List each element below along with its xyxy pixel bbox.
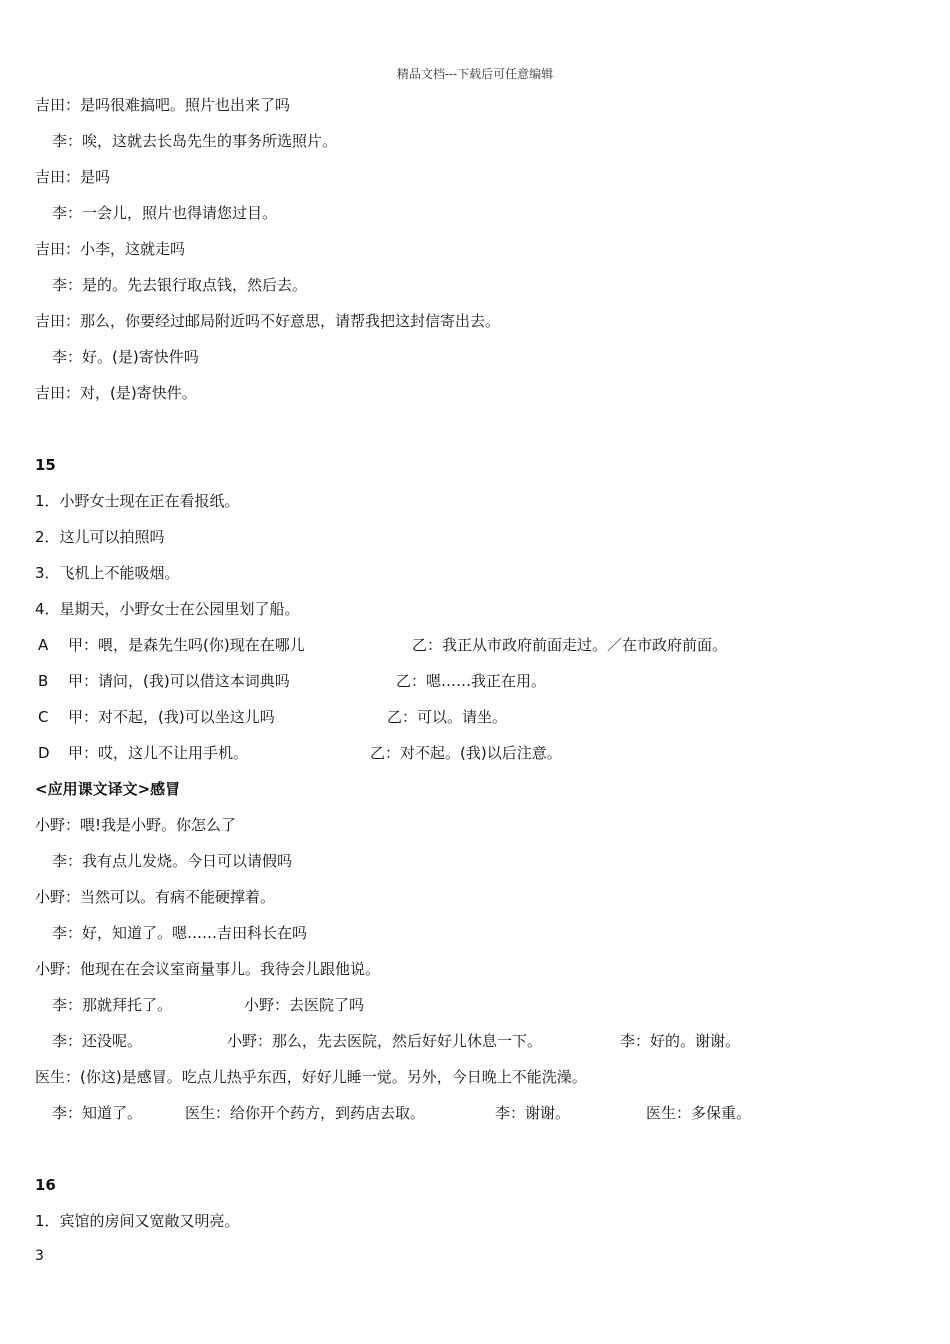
dialog-line: 小野：那么，先去医院，然后好好儿休息一下。	[227, 1032, 543, 1050]
page-number: 3	[35, 1248, 44, 1264]
exchange-speaker-b: 乙：对不起。(我)以后注意。	[370, 744, 562, 762]
dialog-line: 李：好的。谢谢。	[620, 1032, 741, 1050]
exchange-speaker-b: 乙：我正从市政府前面走过。／在市政府前面。	[412, 636, 728, 654]
dialog-line: 小野：他现在在会议室商量事儿。我待会儿跟他说。	[35, 960, 381, 978]
page-header: 精品文档---下载后可任意编辑	[396, 67, 554, 81]
exchange-speaker-a: 甲：请问，(我)可以借这本词典吗	[68, 672, 290, 690]
dialog-row	[0, 1101, 950, 1125]
exchange-letter: A	[38, 636, 49, 654]
exchange-speaker-a: 甲：对不起，(我)可以坐这儿吗	[68, 708, 275, 726]
exchange-row	[0, 669, 950, 693]
dialog-row	[0, 1029, 950, 1053]
dialog-line: 小野：去医院了吗	[244, 996, 365, 1014]
section-number: 16	[35, 1176, 56, 1194]
dialog-line: 李：好。(是)寄快件吗	[52, 348, 199, 366]
exercise-sentence: 1．小野女士现在正在看报纸。	[35, 492, 240, 510]
exercise-sentence: 2．这儿可以拍照吗	[35, 528, 165, 546]
dialog-line: 吉田：那么，你要经过邮局附近吗不好意思，请帮我把这封信寄出去。	[35, 312, 501, 330]
dialog-line: 小野：喂!我是小野。你怎么了	[35, 816, 237, 834]
dialog-line: 小野：当然可以。有病不能硬撑着。	[35, 888, 276, 906]
exchange-letter: B	[38, 672, 49, 690]
dialog-line: 李：好，知道了。嗯……吉田科长在吗	[52, 924, 308, 942]
exchange-speaker-b: 乙：可以。请坐。	[387, 708, 508, 726]
dialog-line: 吉田：是吗	[35, 168, 111, 186]
section-number: 15	[35, 456, 56, 474]
section-heading: <应用课文译文>感冒	[35, 780, 181, 798]
dialog-line: 医生：(你这)是感冒。吃点儿热乎东西，好好儿睡一觉。另外，今日晚上不能洗澡。	[35, 1068, 587, 1086]
exchange-speaker-a: 甲：喂，是森先生吗(你)现在在哪儿	[68, 636, 305, 654]
exercise-sentence: 1．宾馆的房间又宽敞又明亮。	[35, 1212, 240, 1230]
dialog-row	[0, 993, 950, 1017]
dialog-line: 医生：给你开个药方，到药店去取。	[185, 1104, 426, 1122]
exchange-row	[0, 741, 950, 765]
exchange-speaker-b: 乙：嗯……我正在用。	[396, 672, 547, 690]
dialog-line: 李：知道了。	[52, 1104, 143, 1122]
dialog-line: 医生：多保重。	[646, 1104, 752, 1122]
exchange-row	[0, 633, 950, 657]
exchange-speaker-a: 甲：哎，这儿不让用手机。	[68, 744, 249, 762]
exchange-row	[0, 705, 950, 729]
dialog-line: 李：是的。先去银行取点钱，然后去。	[52, 276, 308, 294]
exchange-letter: C	[38, 708, 49, 726]
exchange-letter: D	[38, 744, 50, 762]
exercise-sentence: 4．星期天，小野女士在公园里划了船。	[35, 600, 300, 618]
dialog-line: 吉田：对，(是)寄快件。	[35, 384, 197, 402]
dialog-line: 吉田：小李，这就走吗	[35, 240, 186, 258]
dialog-line: 李：我有点儿发烧。今日可以请假吗	[52, 852, 293, 870]
dialog-line: 李：一会儿，照片也得请您过目。	[52, 204, 278, 222]
dialog-line: 李：那就拜托了。	[52, 996, 173, 1014]
dialog-line: 李：唉，这就去长岛先生的事务所选照片。	[52, 132, 338, 150]
dialog-line: 李：还没呢。	[52, 1032, 143, 1050]
dialog-line: 吉田：是吗很难搞吧。照片也出来了吗	[35, 96, 291, 114]
dialog-line: 李：谢谢。	[495, 1104, 571, 1122]
exercise-sentence: 3．飞机上不能吸烟。	[35, 564, 180, 582]
